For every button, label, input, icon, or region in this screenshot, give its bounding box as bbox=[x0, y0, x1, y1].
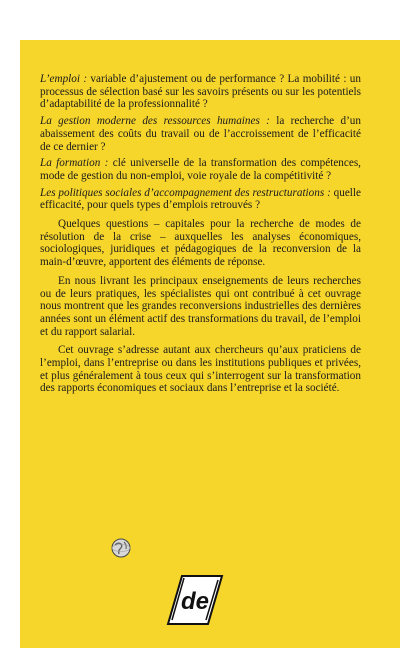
paragraph-text: Cet ouvrage s’adresse autant aux chercheurs qu’aux praticiens de l’emploi, dans l’entreprise ou dans les institutions publiques et privées, et plus généralement à tous ceux qui s’interrogent sur la transformation des rapports économiques et sociaux dans l’entreprise et la société. bbox=[40, 344, 361, 395]
back-cover-text bbox=[40, 73, 361, 401]
intro-lead: Les politiques sociales d’accompagnement des restructurations : bbox=[40, 186, 331, 199]
intro-question bbox=[40, 187, 361, 212]
body-paragraph bbox=[40, 218, 361, 269]
intro-rest: quelle efficacité, pour quels types d’emplois retrouvés ? bbox=[40, 186, 361, 212]
intro-rest: clé universelle de la transformation des compétences, mode de gestion du non-emploi, voie royale de la compétitivité ? bbox=[40, 157, 361, 182]
globe-icon bbox=[111, 538, 131, 558]
publisher-logo bbox=[166, 574, 224, 626]
paragraph-text: En nous livrant les principaux enseignements de leurs recherches ou de leurs pratiques, les spécialistes qui ont contribué à cet ouvrage nous montrent que les grandes reconversions industrielles des dernières années sont un élément actif des transformations du travail, de l’emploi et du rapport salarial. bbox=[40, 274, 361, 338]
intro-lead: L’emploi : bbox=[40, 73, 88, 85]
paragraph-text: Quelques questions – capitales pour la recherche de modes de résolution de la crise – auxquelles les analyses économiques, sociologiques, juridiques et pédagogiques de la reconversion de la main-d’œuvre, apportent des éléments de réponse. bbox=[40, 218, 361, 269]
intro-question bbox=[40, 73, 361, 111]
intro-lead: La gestion moderne des ressources humaines : bbox=[40, 115, 270, 128]
intro-rest: variable d’ajustement ou de performance ? La mobilité : un processus de sélection basé sur les savoirs présents ou sur les potentiels d’adaptabilité de la professionnalité ? bbox=[40, 73, 361, 111]
intro-question bbox=[40, 157, 361, 182]
body-paragraph bbox=[40, 344, 361, 395]
intro-rest: la recherche d’un abaissement des coûts du travail ou de l’accroissement de l’efficacité de ce dernier ? bbox=[40, 115, 361, 153]
logo-text: de bbox=[180, 588, 210, 615]
body-paragraph bbox=[40, 275, 361, 339]
intro-question bbox=[40, 115, 361, 153]
intro-lead: La formation : bbox=[40, 157, 109, 170]
